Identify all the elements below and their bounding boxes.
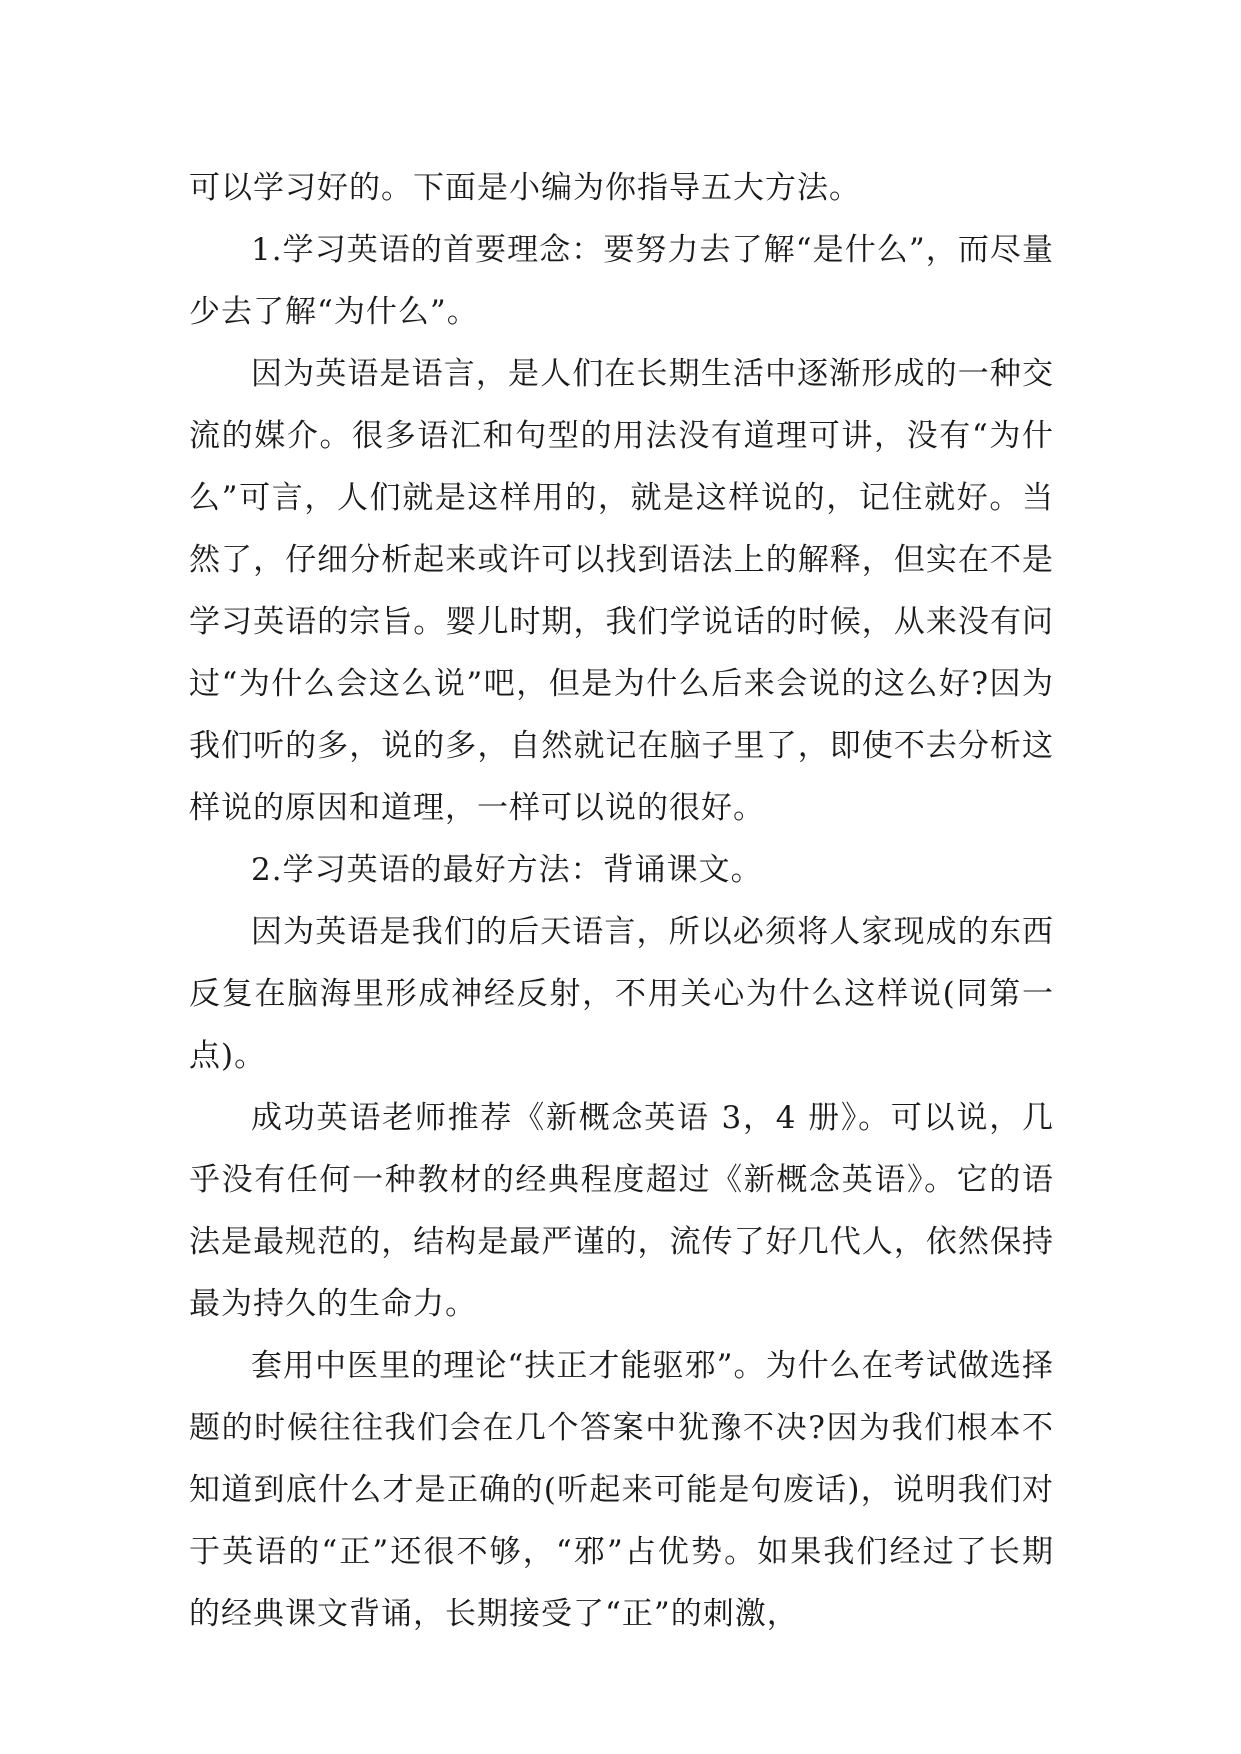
paragraph-6: 成功英语老师推荐《新概念英语 3，4 册》。可以说，几乎没有任何一种教材的经典程度超过《新概念英语》。它的语法是最规范的，结构是最严谨的，流传了好几代人，依然保持最为持久的生命力。 (189, 1100, 1054, 1322)
paragraph-1: 可以学习好的。下面是小编为你指导五大方法。 (189, 170, 861, 206)
paragraph-5: 因为英语是我们的后天语言，所以必须将人家现成的东西反复在脑海里形成神经反射，不用关心为什么这样说(同第一点)。 (189, 914, 1054, 1074)
paragraph-2: 1.学习英语的首要理念：要努力去了解“是什么”，而尽量少去了解“为什么”。 (189, 232, 1054, 330)
paragraph-4: 2.学习英语的最好方法：背诵课文。 (251, 852, 763, 888)
document-body (189, 157, 1054, 1645)
paragraph-7: 套用中医里的理论“扶正才能驱邪”。为什么在考试做选择题的时候往往我们会在几个答案中犹豫不决?因为我们根本不知道到底什么才是正确的(听起来可能是句废话)，说明我们对于英语的“正”还很不够，“邪”占优势。如果我们经过了长期的经典课文背诵，长期接受了“正”的刺激， (189, 1348, 1054, 1632)
paragraph-3: 因为英语是语言，是人们在长期生活中逐渐形成的一种交流的媒介。很多语汇和句型的用法没有道理可讲，没有“为什么”可言，人们就是这样用的，就是这样说的，记住就好。当然了，仔细分析起来或许可以找到语法上的解释，但实在不是学习英语的宗旨。婴儿时期，我们学说话的时候，从来没有问过“为什么会这么说”吧，但是为什么后来会说的这么好?因为我们听的多，说的多，自然就记在脑子里了，即使不去分析这样说的原因和道理，一样可以说的很好。 (189, 356, 1054, 826)
